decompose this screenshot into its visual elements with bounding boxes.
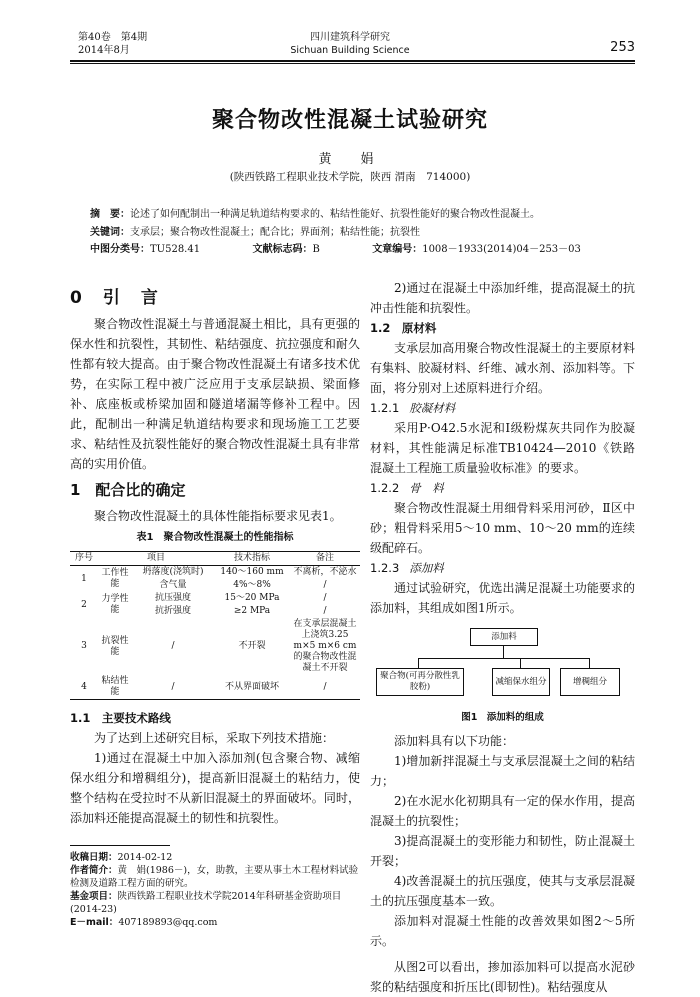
function-4: 4)改善混凝土的抗压强度，使其与支承层混凝土的抗压强度基本一致。 <box>370 874 635 908</box>
email-label: E－mail： <box>70 917 119 928</box>
section-1-2-3-paragraph: 通过试验研究，优选出满足混凝土功能要求的添加料，其组成如图1所示。 <box>370 581 635 615</box>
figure-box-thickener: 增稠组分 <box>560 668 620 696</box>
section-0-heading: 0 引 言 <box>70 288 160 308</box>
table-1-caption: 表1 聚合物改性混凝土的性能指标 <box>136 532 294 543</box>
clc-label: 中图分类号： <box>90 244 150 255</box>
table-cell: 在支承层混凝土上浇筑3.25 m×5 m×6 cm的聚合物改性混凝土不开裂 <box>293 619 357 673</box>
table-cell: 140～160 mm <box>220 567 284 577</box>
section-1-heading: 1 配合比的确定 <box>70 481 186 499</box>
figure-connector <box>418 658 589 659</box>
section-0-paragraph: 聚合物改性混凝土与普通混凝土相比，具有更强的保水性和抗裂性，其韧性、粘结强度、抗拉强度和耐久性都有较大提高。由于聚合物改性混凝土有诸多技术优势，在实际工程中被广泛应用于支承层缺损、梁面修补、底座板或桥梁加固和隧道堵漏等修补工程中。因此，配制出一种满足轨道结构要求和现场施工工艺要求、粘结性及抗裂性能好的聚合物改性混凝土具有非常高的实用价值。 <box>70 317 360 471</box>
section-1-1-item-2: 2)通过在混凝土中添加纤维，提高混凝土的抗冲击性能和抗裂性。 <box>370 281 635 315</box>
table-cell: 不离析，不泌水 <box>293 567 357 577</box>
table-cell: 15～20 MPa <box>224 593 280 603</box>
journal-name-en: Sichuan Building Science <box>290 45 410 56</box>
section-number: 1.2.1 <box>370 401 400 415</box>
function-2: 2)在水泥水化初期具有一定的保水作用，提高混凝土的抗裂性； <box>370 794 635 828</box>
article-no-label: 文章编号： <box>372 244 423 255</box>
section-1-2-paragraph: 支承层加高用聚合物改性混凝土的主要原材料有集料、胶凝材料、纤维、减水剂、添加料等。下面，将分别对上述原料进行介绍。 <box>370 341 635 395</box>
table-cell: 抗折强度 <box>154 606 191 616</box>
table-cell: 含气量 <box>159 580 187 590</box>
function-3: 3)提高混凝土的变形能力和韧性，防止混凝土开裂； <box>370 834 635 868</box>
table-cell: / <box>290 675 360 700</box>
fund-info <box>70 890 360 916</box>
right-column <box>370 278 635 997</box>
abstract-text: 论述了如何配制出一种满足轨道结构要求的、粘结性能好、抗裂性能好的聚合物改性混凝土。 <box>130 209 540 220</box>
section-number: 1.2.2 <box>370 481 400 495</box>
email-value: 407189893@qq.com <box>118 917 218 928</box>
table-cell: 力学性能 <box>101 594 129 615</box>
keywords <box>90 226 630 240</box>
figure-1 <box>370 624 635 712</box>
section-1-1-heading: 1.1 主要技术路线 <box>70 711 171 725</box>
section-title: 骨 料 <box>409 481 444 495</box>
article-no-value: 1008－1933(2014)04－253－03 <box>422 244 581 255</box>
abstract-label: 摘 要： <box>90 209 130 220</box>
figure-2-paragraph: 从图2可以看出，掺加添加料可以提高水泥砂浆的粘结强度和折压比(即韧性)。粘结强度从 <box>370 960 635 994</box>
table-cell: 4%～8% <box>233 580 271 590</box>
function-1: 1)增加新拌混凝土与支承层混凝土之间的粘结力； <box>370 754 635 788</box>
section-1-2-2-heading <box>370 478 635 498</box>
received-date <box>70 851 360 864</box>
section-title: 胶凝材料 <box>409 401 456 415</box>
keywords-label: 关键词： <box>90 227 130 238</box>
table-cell: / <box>171 641 175 651</box>
journal-date: 2014年8月 <box>78 45 130 56</box>
received-label: 收稿日期： <box>70 852 118 863</box>
keywords-text: 支承层；聚合物改性混凝土；配合比；界面剂；粘结性能；抗裂性 <box>130 227 420 238</box>
classification-line <box>90 243 630 257</box>
author-name: 黄 娟 <box>318 152 382 167</box>
table-header-row <box>70 552 360 566</box>
author-bio <box>70 864 360 890</box>
fund-text: 陕西铁路工程职业技术学院2014年科研基金资助项目(2014-23) <box>70 891 342 915</box>
table-cell: 3 <box>81 641 87 651</box>
footnote-rule <box>70 845 170 846</box>
figure-box-shrinkage: 减缩保水组分 <box>492 668 550 696</box>
section-1-2-1-heading <box>370 398 635 418</box>
section-1-2-2-paragraph: 聚合物改性混凝土用细骨料采用河砂，Ⅱ区中砂；粗骨料采用5～10 mm、10～20 mm的连续级配碎石。 <box>370 501 635 555</box>
table-header-cell: 序号 <box>70 552 98 566</box>
section-1-2-1-paragraph: 采用P·O42.5水泥和Ⅰ级粉煤灰共同作为胶凝材料，其性能满足标准TB10424—2010《铁路混凝土工程施工质量验收标准》的要求。 <box>370 421 635 475</box>
table-row <box>70 618 360 675</box>
doc-code-value: B <box>312 244 320 255</box>
received-value: 2014-02-12 <box>117 852 173 863</box>
table-cell: / <box>323 606 327 616</box>
figure-connector <box>520 658 521 668</box>
author-bio-label: 作者简介： <box>70 865 118 876</box>
table-row <box>70 592 360 605</box>
table-cell: 4 <box>70 675 98 700</box>
abstract <box>90 208 630 222</box>
author-bio-text: 黄 娟(1986－)，女，助教，主要从事土木工程材料试验检测及道路工程方面的研究。 <box>70 865 359 889</box>
figure-1-caption: 图1 添加料的组成 <box>461 712 544 723</box>
fund-label: 基金项目： <box>70 891 118 902</box>
figure-connector <box>418 658 419 668</box>
table-cell: 粘结性能 <box>98 675 132 700</box>
table-row <box>70 675 360 700</box>
paper-title: 聚合物改性混凝土试验研究 <box>211 107 488 133</box>
section-number: 1.2.3 <box>370 561 400 575</box>
email <box>70 916 360 929</box>
header-rule <box>70 60 635 62</box>
figure-box-additive: 添加料 <box>470 628 538 646</box>
table-cell: 1 <box>81 573 87 584</box>
table-cell: 坍落度(浇筑时) <box>142 567 204 577</box>
effect-paragraph: 添加料对混凝土性能的改善效果如图2～5所示。 <box>370 914 635 948</box>
table-cell: 不从界面破坏 <box>214 675 290 700</box>
table-header-cell: 项目 <box>98 552 214 566</box>
section-1-1-item-1: 1)通过在混凝土中加入添加剂(包含聚合物、减缩保水组分和增稠组分)，提高新旧混凝土的粘结力，使整个结构在受拉时不从新旧混凝土的界面破坏。同时，添加料还能提高混凝土的韧性和抗裂性。 <box>70 751 360 825</box>
table-row <box>70 566 360 580</box>
footnote <box>70 851 360 929</box>
table-cell: / <box>323 593 327 603</box>
function-intro: 添加料具有以下功能： <box>394 734 515 748</box>
table-1 <box>70 551 360 700</box>
figure-connector <box>503 645 504 659</box>
table-cell: 不开裂 <box>238 641 266 651</box>
header-rule-thin <box>70 63 635 64</box>
table-header-cell: 技术指标 <box>214 552 290 566</box>
journal-name-cn: 四川建筑科学研究 <box>310 32 390 43</box>
table-cell: ≥2 MPa <box>233 606 271 616</box>
figure-box-polymer: 聚合物(可再分散性乳胶粉) <box>376 668 464 696</box>
figure-connector <box>589 658 590 668</box>
section-title: 添加料 <box>409 561 444 575</box>
left-column <box>70 278 360 828</box>
section-1-2-heading: 1.2 原材料 <box>370 321 437 335</box>
doc-code-label: 文献标志码： <box>252 244 313 255</box>
table-cell: 抗压强度 <box>154 593 191 603</box>
section-1-2-3-heading <box>370 558 635 578</box>
table-cell: 工作性能 <box>101 568 129 589</box>
journal-volume: 第40卷 第4期 <box>78 32 148 43</box>
affiliation: (陕西铁路工程职业技术学院，陕西 渭南 714000) <box>229 171 471 183</box>
section-1-paragraph: 聚合物改性混凝土的具体性能指标要求见表1。 <box>94 509 342 523</box>
table-cell: / <box>132 675 214 700</box>
clc-value: TU528.41 <box>150 244 201 255</box>
table-header-cell: 备注 <box>290 552 360 566</box>
table-cell: 2 <box>81 599 87 610</box>
table-cell: / <box>323 580 327 590</box>
table-cell: 抗裂性能 <box>101 635 129 657</box>
section-1-1-paragraph: 为了达到上述研究目标，采取下列技术措施： <box>94 731 335 745</box>
page-number: 253 <box>610 40 635 55</box>
